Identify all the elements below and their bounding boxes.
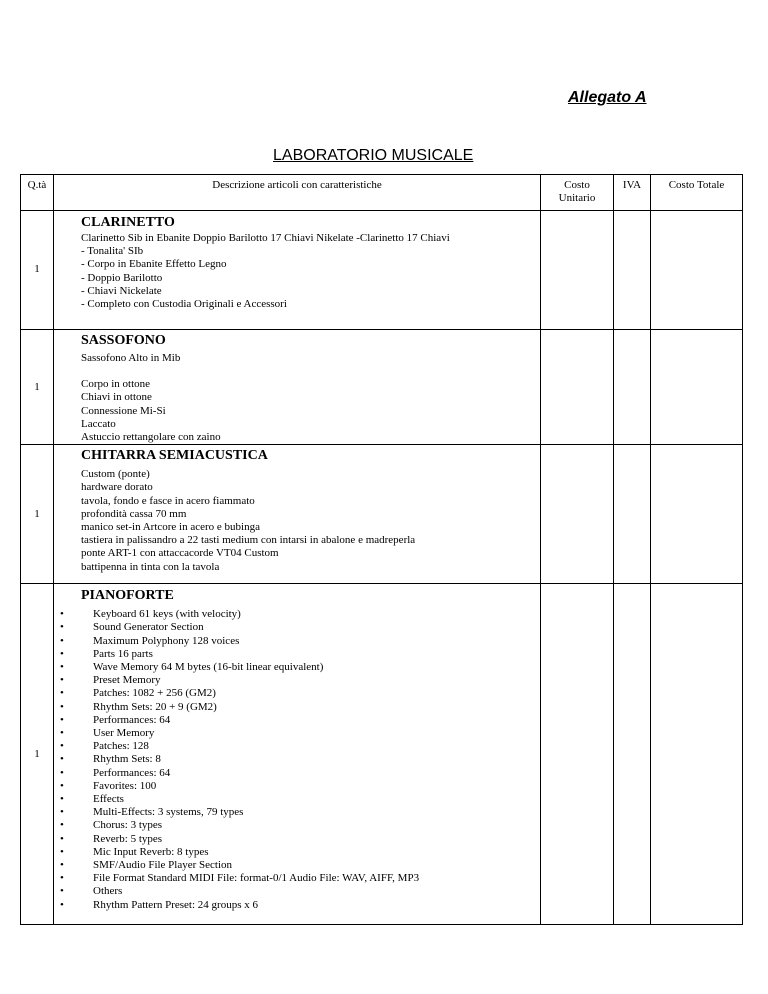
list-item: • Rhythm Pattern Preset: 24 groups x 6 [60,898,258,911]
row-description [54,584,541,925]
bullet-icon: • [60,779,64,792]
desc-line: - Doppio Barilotto [81,271,163,284]
list-item: • User Memory [60,727,155,740]
list-item: • Patches: 1082 + 256 (GM2) [60,687,216,700]
table-row [21,445,743,584]
desc-line: Laccato [81,417,116,430]
bullet-icon: • [60,819,64,832]
list-item: • SMF/Audio File Player Section [60,859,233,872]
desc-line: Connessione Mi-Si [81,404,166,417]
bullet-icon: • [60,753,64,766]
table-header-row [21,175,743,211]
bullet-icon: • [60,674,64,687]
list-item: • Keyboard 61 keys (with velocity) [60,608,241,621]
header-total: Costo Totale [651,175,743,211]
list-item: • Rhythm Sets: 8 [60,753,161,766]
category-title: PIANOFORTE [81,588,174,604]
bullet-icon: • [60,700,64,713]
list-item: • Effects [60,793,124,806]
unit-cost-cell [541,445,614,584]
page-title: LABORATORIO MUSICALE [273,147,474,164]
desc-line: profondità cassa 70 mm [81,507,187,520]
row-qty: 1 [21,584,54,925]
list-item: • Patches: 128 [60,740,149,753]
bullet-icon: • [60,713,64,726]
list-item: • File Format Standard MIDI File: format-0/1 Audio File: WAV, AIFF, MP3 [60,872,420,885]
row-qty: 1 [21,330,54,445]
iva-cell [614,330,651,445]
desc-line: - Completo con Custodia Originali e Accessori [81,298,287,311]
bullet-icon: • [60,661,64,674]
desc-line: Custom (ponte) [81,468,150,481]
desc-line: tavola, fondo e fasce in acero fiammato [81,494,255,507]
category-title: SASSOFONO [81,333,166,348]
list-item: • Mic Input Reverb: 8 types [60,845,209,858]
feature-list [54,608,536,912]
bullet-icon: • [60,859,64,872]
list-item: • Favorites: 100 [60,779,157,792]
total-cost-cell [651,445,743,584]
bullet-icon: • [60,766,64,779]
price-table [20,174,743,925]
header-unit-cost: Costo Unitario [541,175,614,211]
desc-intro: Sassofono Alto in Mib [81,352,181,364]
list-item: • Performances: 64 [60,713,171,726]
bullet-icon: • [60,634,64,647]
row-description [54,211,541,330]
table-row [21,211,743,330]
list-item: • Sound Generator Section [60,621,204,634]
desc-line: tastiera in palissandro a 22 tasti medium con intarsi in abalone e madreperla [81,534,416,547]
list-item: • Performances: 64 [60,766,171,779]
row-description [54,330,541,445]
bullet-icon: • [60,885,64,898]
bullet-icon: • [60,898,64,911]
list-item: • Multi-Effects: 3 systems, 79 types [60,806,244,819]
desc-line: Clarinetto Sib in Ebanite Doppio Barilotto 17 Chiavi Nikelate -Clarinetto 17 Chiavi [81,232,450,244]
desc-line: ponte ART-1 con attaccacorde VT04 Custom [81,547,279,560]
iva-cell [614,445,651,584]
iva-cell [614,584,651,925]
row-qty: 1 [21,211,54,330]
bullet-icon: • [60,832,64,845]
bullet-icon: • [60,727,64,740]
desc-line: Astuccio rettangolare con zaino [81,431,221,444]
bullet-icon: • [60,872,64,885]
desc-line: - Corpo in Ebanite Effetto Legno [81,258,227,271]
unit-cost-cell [541,584,614,925]
row-description [54,445,541,584]
bullet-icon: • [60,621,64,634]
unit-cost-cell [541,330,614,445]
list-item: • Rhythm Sets: 20 + 9 (GM2) [60,700,217,713]
total-cost-cell [651,211,743,330]
annex-label: Allegato A [568,89,647,106]
desc-line: battipenna in tinta con la tavola [81,560,220,573]
total-cost-cell [651,584,743,925]
desc-line: - Chiavi Nickelate [81,284,162,297]
table-row [21,584,743,925]
desc-line: Chiavi in ottone [81,391,152,404]
list-item: • Parts 16 parts [60,647,153,660]
desc-line: hardware dorato [81,481,153,494]
category-title: CHITARRA SEMIACUSTICA [81,448,268,464]
bullet-icon: • [60,647,64,660]
bullet-icon: • [60,687,64,700]
row-qty: 1 [21,445,54,584]
total-cost-cell [651,330,743,445]
header-description: Descrizione articoli con caratteristiche [54,175,541,211]
list-item: • Maximum Polyphony 128 voices [60,634,240,647]
list-item: • Reverb: 5 types [60,832,163,845]
bullet-icon: • [60,806,64,819]
header-qty: Q.tà [21,175,54,211]
bullet-icon: • [60,740,64,753]
table-row [21,330,743,445]
desc-line: - Tonalita' SIb [81,245,144,258]
list-item: • Wave Memory 64 M bytes (16-bit linear equivalent) [60,661,324,674]
unit-cost-cell [541,211,614,330]
bullet-icon: • [60,845,64,858]
list-item: • Others [60,885,123,898]
list-item: • Preset Memory [60,674,161,687]
bullet-icon: • [60,608,64,621]
list-item: • Chorus: 3 types [60,819,163,832]
iva-cell [614,211,651,330]
bullet-icon: • [60,793,64,806]
header-iva: IVA [614,175,651,211]
category-title: CLARINETTO [81,215,175,230]
desc-line: Corpo in ottone [81,378,151,391]
desc-line: manico set-in Artcore in acero e bubinga [81,521,260,534]
